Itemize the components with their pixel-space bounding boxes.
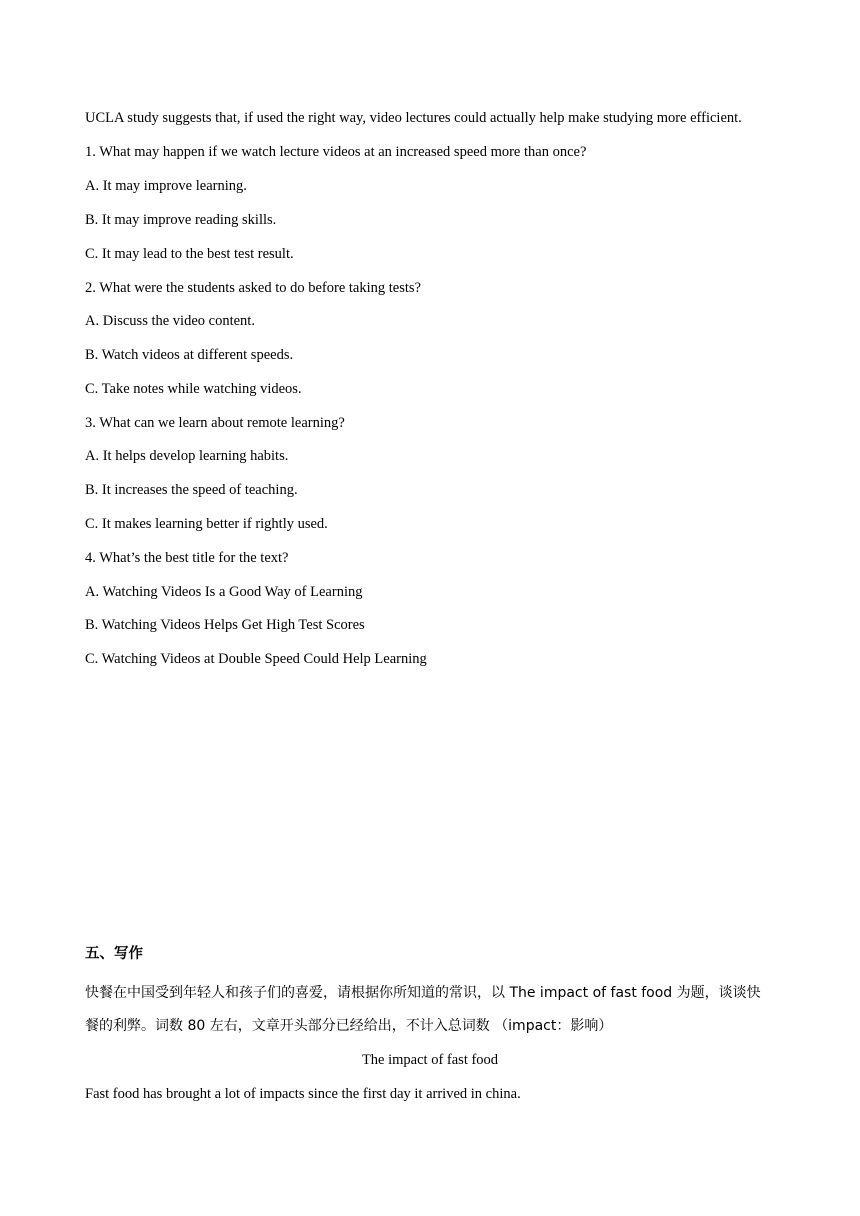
question-3-option-a: A. It helps develop learning habits.	[85, 448, 289, 464]
question-1-option-b: B. It may improve reading skills.	[85, 212, 277, 228]
question-2-stem: 2. What were the students asked to do before taking tests?	[85, 280, 421, 296]
question-1-option-a: A. It may improve learning.	[85, 178, 247, 194]
essay-opening-sentence: Fast food has brought a lot of impacts since the first day it arrived in china.	[85, 1086, 521, 1102]
reading-closing-sentence: UCLA study suggests that, if used the right way, video lectures could actually help make studying more efficient.	[85, 110, 742, 126]
question-3-option-c: C. It makes learning better if rightly used.	[85, 516, 328, 532]
question-3-option-b: B. It increases the speed of teaching.	[85, 482, 298, 498]
question-1-option-c: C. It may lead to the best test result.	[85, 246, 294, 262]
writing-prompt-line-1: 快餐在中国受到年轻人和孩子们的喜爱，请根据你所知道的常识，以 The impact of fast food 为题，谈谈快	[85, 985, 761, 1001]
question-4-option-b: B. Watching Videos Helps Get High Test Scores	[85, 617, 365, 633]
question-2-option-c: C. Take notes while watching videos.	[85, 381, 302, 397]
writing-prompt-line-2: 餐的利弊。词数 80 左右，文章开头部分已经给出，不计入总词数 （impact：影响）	[85, 1018, 613, 1034]
question-3-stem: 3. What can we learn about remote learning?	[85, 415, 345, 431]
question-1-stem: 1. What may happen if we watch lecture videos at an increased speed more than once?	[85, 144, 587, 160]
question-2-option-b: B. Watch videos at different speeds.	[85, 347, 294, 363]
essay-title: The impact of fast food	[361, 1052, 499, 1068]
question-4-option-c: C. Watching Videos at Double Speed Could Help Learning	[85, 651, 427, 667]
question-4-option-a: A. Watching Videos Is a Good Way of Learning	[85, 584, 363, 600]
question-4-stem: 4. What’s the best title for the text?	[85, 550, 289, 566]
question-2-option-a: A. Discuss the video content.	[85, 313, 255, 329]
writing-section-title: 五、写作	[85, 946, 143, 962]
